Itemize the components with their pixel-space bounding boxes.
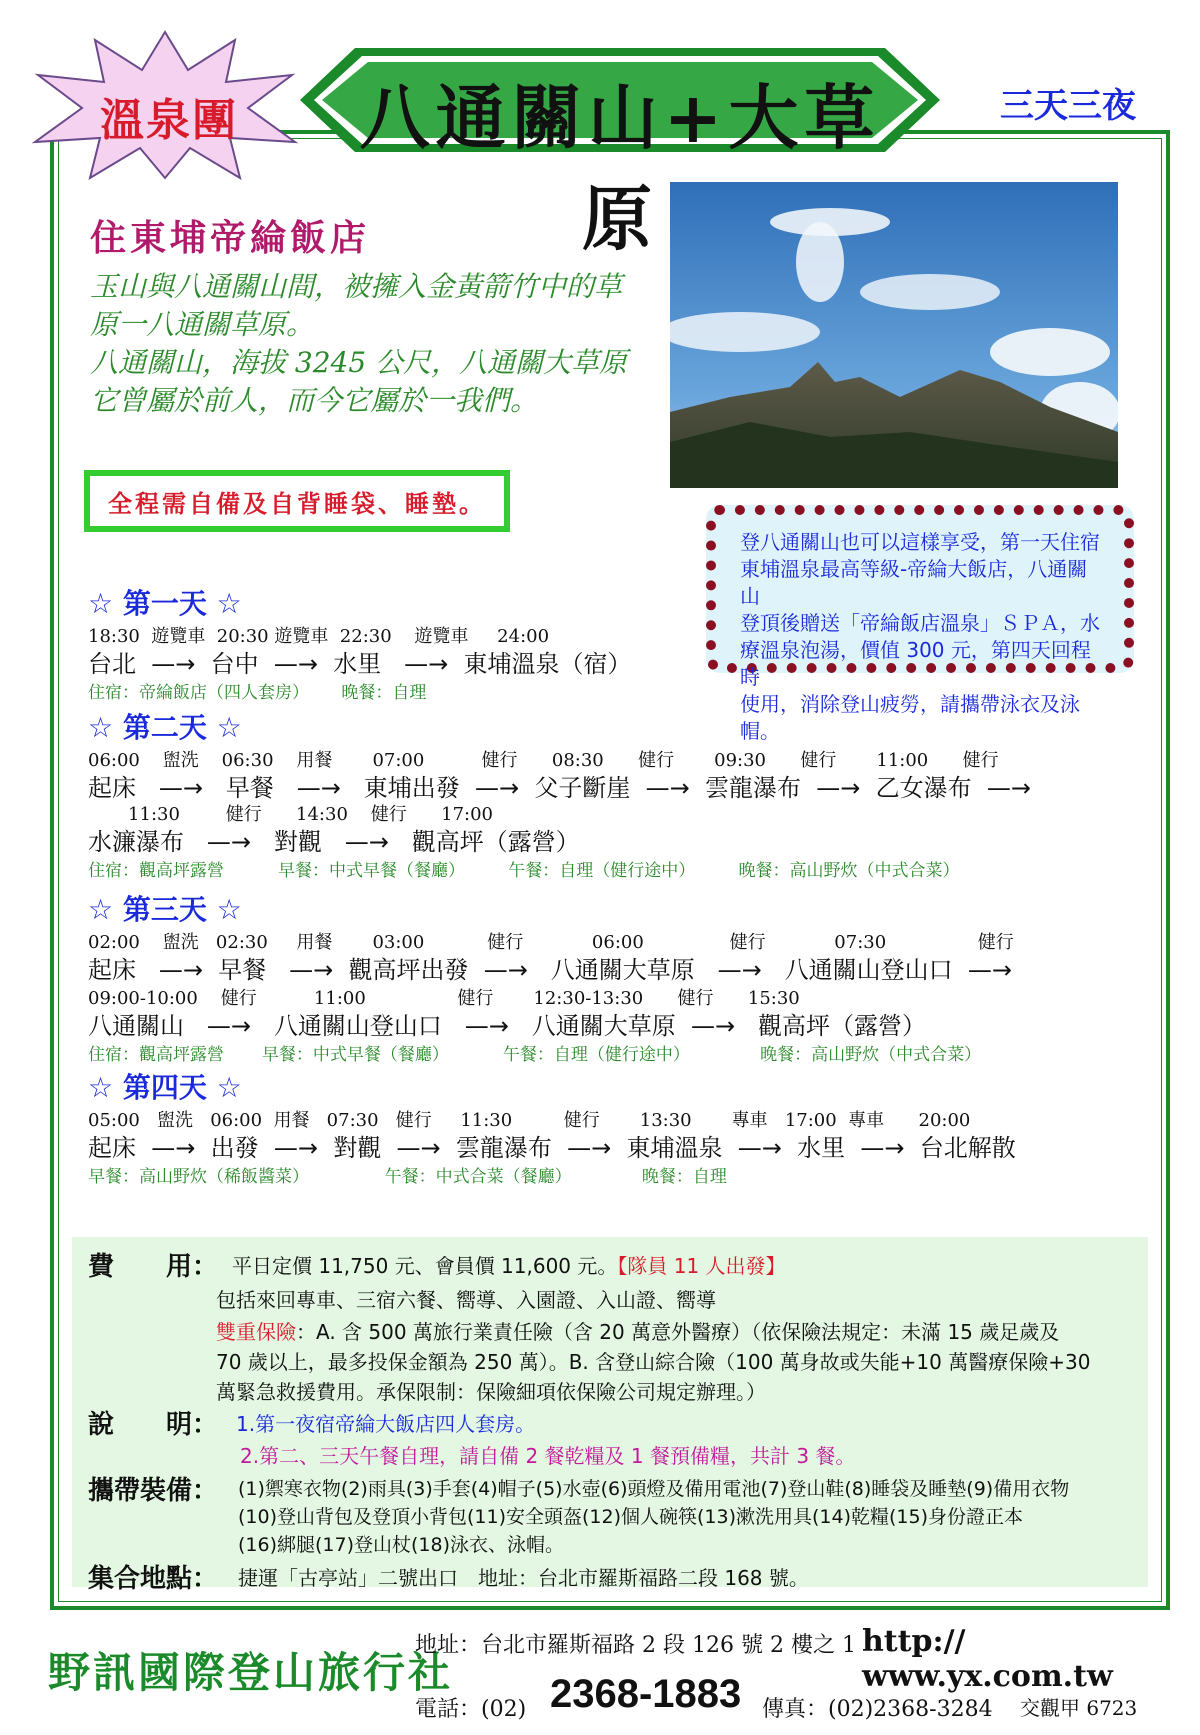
day2-route-2: 水濂瀑布 —→ 對觀 —→ 觀高坪（露營） (88, 828, 580, 856)
day3-route-2: 八通關山 —→ 八通關山登山口 —→ 八通關大草原 —→ 觀高坪（露營） (88, 1012, 927, 1040)
promo-line: 使用，消除登山疲勞，請攜帶泳衣及泳帽。 (740, 692, 1080, 743)
note-label: 說 明： (88, 1410, 219, 1440)
fee-price: 平日定價 11,750 元、會員價 11,600 元。 (232, 1254, 618, 1278)
promo-line: 東埔溫泉最高等級-帝綸大飯店，八通關山 (740, 557, 1088, 608)
mountain-photo (670, 182, 1118, 488)
insurance-label: 雙重保險 (216, 1320, 296, 1344)
trip-duration: 三天三夜 (1000, 86, 1136, 126)
note-2: 2.第二、三天午餐自理，請自備 2 餐乾糧及 1 餐預備糧，共計 3 餐。 (240, 1444, 856, 1468)
fee-text (232, 1250, 786, 1279)
day4-times: 05:00 盥洗 06:00 用餐 07:30 健行 11:30 健行 13:30 專車 17:00 專車 20:00 (88, 1110, 971, 1131)
intro-line: 它曾屬於前人，而今它屬於一我們。 (90, 384, 539, 417)
intro-line: 八通關山，海拔 3245 公尺，八通關大草原 (90, 346, 628, 379)
day1-meals: 住宿：帝綸飯店（四人套房） 晚餐：自理 (88, 683, 427, 703)
company-url[interactable]: http:// www.yx.com.tw (862, 1624, 1113, 1694)
promo-line: 登八通關山也可以這樣享受，第一天住宿 (740, 530, 1100, 554)
company-address: 地址：台北市羅斯福路 2 段 126 號 2 樓之 1 (415, 1633, 856, 1658)
day4-meals: 早餐：高山野炊（稀飯醬菜） 午餐：中式合菜（餐廳） 晚餐：自理 (88, 1167, 727, 1187)
day2-times-2: 11:30 健行 14:30 健行 17:00 (88, 804, 493, 825)
fee-includes: 包括來回專車、三宿六餐、嚮導、入園證、入山證、嚮導 (216, 1288, 716, 1312)
day1-heading: ☆ 第一天 ☆ (88, 587, 242, 620)
fee-label: 費 用： (88, 1252, 219, 1282)
tel-label: 電話：(02) (415, 1697, 527, 1722)
day1-times: 18:30 遊覽車 20:30 遊覽車 22:30 遊覽車 24:00 (88, 626, 550, 647)
day1-route: 台北 —→ 台中 —→ 水里 —→ 東埔溫泉（宿） (88, 650, 632, 678)
day2-meals: 住宿：觀高坪露營 早餐：中式早餐（餐廳） 午餐：自理（健行途中） 晚餐：高山野炊（中式合菜） (88, 861, 960, 881)
day3-times-1: 02:00 盥洗 02:30 用餐 03:00 健行 06:00 健行 07:30 健行 (88, 932, 1014, 953)
promo-line: 療溫泉泡湯，價值 300 元，第四天回程時 (740, 638, 1091, 689)
page-title: 八通關山+大草原 (359, 76, 881, 260)
insurance-line-3: 萬緊急救援費用。承保限制：保險細項依保險公司規定辦理。） (216, 1380, 766, 1404)
note-1: 1.第一夜宿帝綸大飯店四人套房。 (236, 1412, 536, 1436)
day4-heading: ☆ 第四天 ☆ (88, 1071, 242, 1104)
insurance-line-1 (216, 1316, 1059, 1345)
gear-list-2: (10)登山背包及登頂小背包(11)安全頭盔(12)個人碗筷(13)漱洗用具(14)乾糧(15)身份證正本 (238, 1506, 1024, 1528)
insurance-text: ：A. 含 500 萬旅行業責任險（含 20 萬意外醫療）（依保險法規定：未滿 15 歲足歲及 (296, 1320, 1060, 1344)
day3-heading: ☆ 第三天 ☆ (88, 893, 242, 926)
license-number: 交觀甲 6723 (1020, 1696, 1138, 1720)
company-fax: 傳真：(02)2368-3284 (762, 1697, 993, 1722)
intro-line: 原一八通關草原。 (90, 308, 315, 341)
insurance-line-2: 70 歲以上，最多投保金額為 250 萬）。B. 含登山綜合險（100 萬身故或失能+10 萬醫療保險+30 (216, 1350, 1091, 1374)
intro-line: 玉山與八通關山間，被擁入金黃箭竹中的草 (90, 270, 623, 303)
company-name: 野訊國際登山旅行社 (48, 1648, 454, 1697)
day2-times-1: 06:00 盥洗 06:30 用餐 07:00 健行 08:30 健行 09:30 健行 11:00 健行 (88, 750, 999, 771)
meeting-point: 捷運「古亭站」二號出口 地址：台北市羅斯福路二段 168 號。 (238, 1566, 809, 1590)
intro-text (90, 268, 650, 420)
hotel-heading: 住東埔帝綸飯店 (90, 217, 371, 259)
day4-route: 起床 —→ 出發 —→ 對觀 —→ 雲龍瀑布 —→ 東埔溫泉 —→ 水里 —→ 台北解散 (88, 1134, 1016, 1162)
day3-meals: 住宿：觀高坪露營 早餐：中式早餐（餐廳） 午餐：自理（健行途中） 晚餐：高山野炊（中式合菜） (88, 1045, 982, 1065)
company-phone: 2368-1883 (550, 1672, 742, 1716)
promo-box (706, 505, 1134, 743)
badge-label: 溫泉團 (100, 95, 238, 146)
gear-label: 攜帶裝備： (88, 1476, 219, 1506)
promo-line: 登頂後贈送「帝綸飯店溫泉」ＳＰＡ，水 (740, 611, 1100, 635)
meeting-label: 集合地點： (88, 1564, 219, 1594)
gear-list-3: (16)綁腿(17)登山杖(18)泳衣、泳帽。 (238, 1534, 565, 1556)
day3-route-1: 起床 —→ 早餐 —→ 觀高坪出發 —→ 八通關大草原 —→ 八通關山登山口 —→ (88, 956, 1013, 984)
fee-group-size: 【隊員 11 人出發】 (617, 1254, 786, 1278)
day3-times-2: 09:00-10:00 健行 11:00 健行 12:30-13:30 健行 15:30 (88, 988, 800, 1009)
gear-list-1: (1)禦寒衣物(2)雨具(3)手套(4)帽子(5)水壺(6)頭燈及備用電池(7)登山鞋(8)睡袋及睡墊(9)備用衣物 (238, 1478, 1070, 1500)
day2-route-1: 起床 —→ 早餐 —→ 東埔出發 —→ 父子斷崖 —→ 雲龍瀑布 —→ 乙女瀑布 —→ (88, 774, 1032, 802)
day2-heading: ☆ 第二天 ☆ (88, 711, 242, 744)
gear-notice: 全程需自備及自背睡袋、睡墊。 (84, 470, 510, 532)
